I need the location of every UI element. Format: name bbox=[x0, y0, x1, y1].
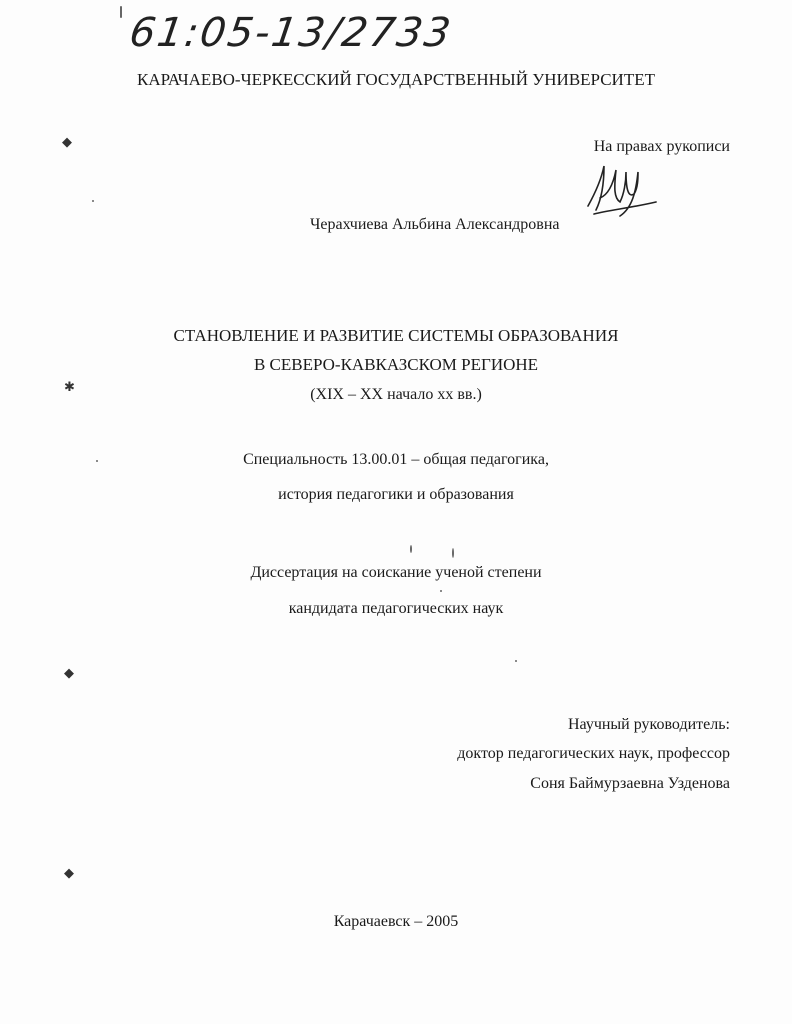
specialty-line-1: Специальность 13.00.01 – общая педагогика, bbox=[243, 451, 549, 468]
dissertation-title-period: (XIX – XX начало хх вв.) bbox=[310, 386, 482, 403]
archive-number: 61:05-13/2733 bbox=[126, 10, 456, 56]
scan-speck bbox=[452, 548, 454, 558]
binding-mark-icon: ◆ bbox=[62, 135, 72, 150]
dissertation-title-line-2: В СЕВЕРО-КАВКАЗСКОМ РЕГИОНЕ bbox=[253, 355, 539, 374]
dissertation-title-line-1: СТАНОВЛЕНИЕ И РАЗВИТИЕ СИСТЕМЫ ОБРАЗОВАНИЯ bbox=[173, 326, 619, 345]
specialty-line-2: история педагогики и образования bbox=[278, 486, 514, 503]
supervisor-name: Соня Баймурзаевна Узденова bbox=[530, 775, 730, 792]
scan-speck bbox=[515, 660, 517, 662]
scan-speck bbox=[92, 200, 94, 202]
supervisor-label: Научный руководитель: bbox=[567, 716, 730, 733]
binding-mark-icon: ◆ bbox=[64, 666, 74, 681]
scan-speck bbox=[120, 6, 122, 18]
binding-mark-icon: ◆ bbox=[64, 866, 74, 881]
author-name: Черахчиева Альбина Александровна bbox=[310, 216, 560, 233]
manuscript-rights-label: На правах рукописи bbox=[593, 138, 730, 155]
university-name: КАРАЧАЕВО-ЧЕРКЕССКИЙ ГОСУДАРСТВЕННЫЙ УНИВЕРСИТЕТ bbox=[137, 70, 655, 89]
degree-line-2: кандидата педагогических наук bbox=[288, 600, 504, 617]
signature-icon bbox=[580, 158, 660, 228]
scan-speck bbox=[440, 590, 442, 592]
binding-mark-icon: ✱ bbox=[64, 380, 75, 395]
city-year: Карачаевск – 2005 bbox=[333, 913, 459, 930]
scan-speck bbox=[96, 460, 98, 462]
scan-speck bbox=[410, 545, 412, 553]
degree-line-1: Диссертация на соискание ученой степени bbox=[250, 564, 542, 581]
supervisor-degree: доктор педагогических наук, профессор bbox=[457, 745, 730, 762]
